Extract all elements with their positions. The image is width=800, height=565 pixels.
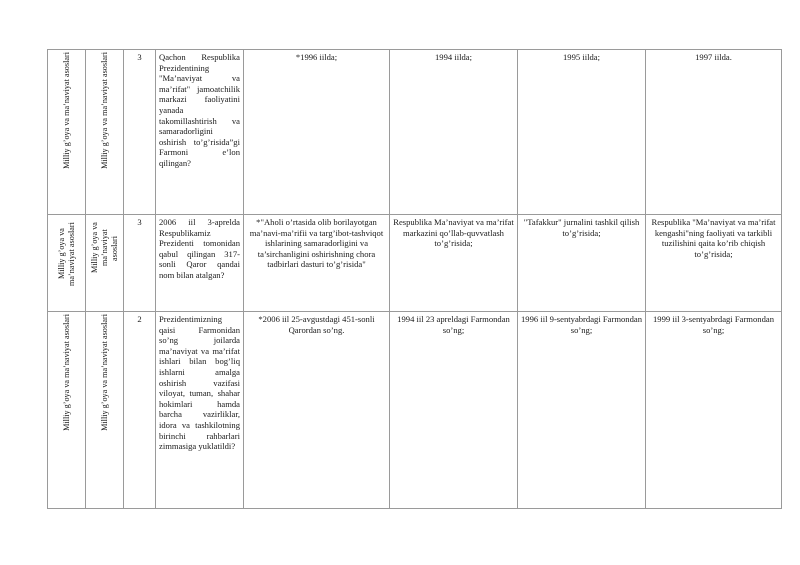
answer-option-cell: 1994 iil 23 apreldagi Farmondan so’ng; [390,312,518,509]
section-cell [48,312,86,509]
level-cell: 3 [124,50,156,215]
subject-label: Milliy g’oya va ma’naviyat asoslari [89,222,119,274]
section-label: Milliy g’oya va ma’naviyat asoslari [56,222,76,286]
subject-label: Milliy g’oya va ma’naviyat asoslari [99,314,109,431]
subject-cell [86,50,124,215]
question-cell: Qachon Respublika Prezidentining "Ma’naviyat va ma’rifat" jamoatchilik markazi faoliyatini yanada takomillashtirish va samaradorligini oshirish to’g’risida”gi Farmoni e’lon qilingan? [156,50,244,215]
answer-option-cell: Respublika "Ma’naviyat va ma’rifat kengashi"ning faoliyati va tarkibli tuzilishini qaita ko’rib chiqish to’g’risida; [646,215,782,312]
correct-answer-cell: *1996 iilda; [244,50,390,215]
level-cell: 3 [124,215,156,312]
correct-answer-cell: *2006 iil 25-avgustdagi 451-sonli Qarordan so’ng. [244,312,390,509]
subject-cell [86,312,124,509]
table-row [48,50,782,215]
answer-option-cell: Respublika Ma’naviyat va ma’rifat markazini qo’llab-quvvatlash to’g’risida; [390,215,518,312]
section-label: Milliy g’oya va ma’naviyat asoslari [61,52,71,169]
section-label: Milliy g’oya va ma’naviyat asoslari [61,314,71,431]
subject-cell [86,215,124,312]
question-cell: 2006 iil 3-aprelda Respublikamiz Prezidenti tomonidan qabul qilingan 317-sonli Qaror qandai nom bilan atalgan? [156,215,244,312]
answer-option-cell: 1997 iilda. [646,50,782,215]
section-cell [48,215,86,312]
answer-option-cell: "Tafakkur" jurnalini tashkil qilish to’g’risida; [518,215,646,312]
correct-answer-cell: *"Aholi o’rtasida olib borilayotgan ma’navi-ma’rifii va targ’ibot-tashviqot ishlarining samaradorligini va ta’sirchanligini oshirishning chora tadbirlari dasturi to’g’risida" [244,215,390,312]
answer-option-cell: 1994 iilda; [390,50,518,215]
table-row [48,215,782,312]
answer-option-cell: 1996 iil 9-sentyabrdagi Farmondan so’ng; [518,312,646,509]
answer-option-cell: 1995 iilda; [518,50,646,215]
question-cell: Prezidentimizning qaisi Farmonidan so’ng joilarda ma’naviyat va ma’rifat ishlari bilan bog’liq ishlarni amalga oshirish vazifasi viloyat, tuman, shahar hokimlari hamda barcha vazirliklar, idora va tashkilotning birinchi rahbarlari zimmasiga yuklatildi? [156,312,244,509]
subject-label: Milliy g’oya va ma’naviyat asoslari [99,52,109,169]
section-cell [48,50,86,215]
level-cell: 2 [124,312,156,509]
test-questions-table [47,49,782,509]
answer-option-cell: 1999 iil 3-sentyabrdagi Farmondan so’ng; [646,312,782,509]
table-row [48,312,782,509]
